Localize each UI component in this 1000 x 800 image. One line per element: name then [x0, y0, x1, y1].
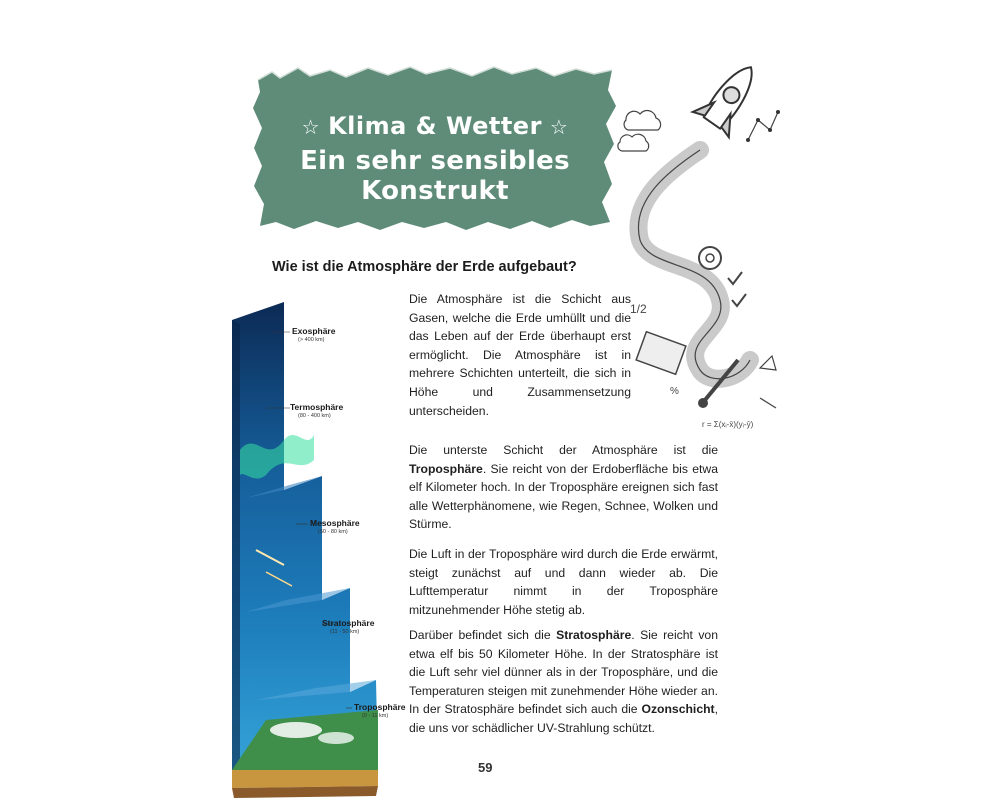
bold-term: Stratosphäre — [556, 628, 632, 642]
banner-title-line2: Ein sehr sensibles Konstrukt — [300, 146, 570, 206]
layer-range-stratosphere: (11 - 50 km) — [330, 629, 360, 635]
title-text: Klima & Wetter — [328, 112, 542, 140]
atmosphere-column — [226, 300, 406, 800]
paragraph-air-temperature: Die Luft in der Troposphäre wird durch die Erde erwärmt, steigt zunächst auf und dann wieder ab. Die Lufttemperatur nimmt in der Troposphäre mitzunehmender Höhe stetig ab. — [409, 547, 718, 617]
layer-label-troposphere: Troposphäre — [354, 702, 406, 712]
layer-label-thermosphere: Termosphäre — [290, 402, 344, 412]
section-heading: Wie ist die Atmosphäre der Erde aufgebaut? — [272, 259, 577, 275]
layer-label-exosphere: Exosphäre — [292, 326, 336, 336]
formula-doodle: r = Σ(xᵢ-x̄)(yᵢ-ȳ) — [702, 420, 754, 429]
rocket-doodle-icon — [610, 30, 795, 480]
layer-range-troposphere: (0 - 11 km) — [362, 713, 389, 719]
layer-range-mesosphere: (50 - 80 km) — [318, 529, 348, 535]
text-span: Darüber befindet sich die — [409, 628, 557, 642]
layer-range-exosphere: (> 400 km) — [298, 337, 325, 343]
paragraph-intro: Die Atmosphäre ist die Schicht aus Gasen, welche die Erde umhüllt und die das Leben auf der Erde überhaupt erst ermöglicht. Die Atmosphäre ist in mehrere Schichten unterteilt, die sich in Höhe und Zusammensetzung unterscheiden. — [409, 292, 631, 418]
bold-term: Troposphäre — [409, 461, 483, 476]
title-banner — [250, 62, 620, 234]
banner-title-line1 — [250, 112, 620, 140]
layer-range-thermosphere: (80 - 400 km) — [298, 413, 331, 419]
text-span: Die unterste Schicht der Atmosphäre ist die — [409, 443, 718, 457]
doodle-illustration — [610, 30, 795, 480]
text-span: . Sie reicht von etwa elf bis 50 Kilometer Höhe. In der Stratosphäre ist die Luft sehr viel dünner als in der Troposphäre, und die Temperaturen steigen mit zunehmender Höhe wieder an. In der Stratosphäre befindet sich auch die — [409, 628, 718, 717]
bold-term: Ozonschicht — [641, 702, 715, 717]
star-icon: ☆ — [549, 115, 569, 139]
banner-title — [250, 112, 620, 206]
page-number: 59 — [478, 760, 493, 775]
paragraph-stratosphere — [409, 626, 718, 738]
text-span: . Sie reicht von der Erdoberfläche bis etwa elf Kilometer hoch. In der Troposphäre ereignen sich fast alle Wetterphänomene, wie Regen, Schnee, Wolken und Stürme. — [409, 461, 718, 532]
atmosphere-illustration — [226, 300, 406, 800]
percent-doodle: % — [670, 386, 679, 397]
star-icon: ☆ — [301, 115, 321, 139]
text-span: , die uns vor schädlicher UV-Strahlung schützt. — [409, 702, 718, 735]
layer-label-stratosphere: Stratosphäre — [322, 618, 375, 628]
layer-label-mesosphere: Mesosphäre — [310, 518, 360, 528]
fraction-doodle: 1/2 — [630, 302, 647, 316]
